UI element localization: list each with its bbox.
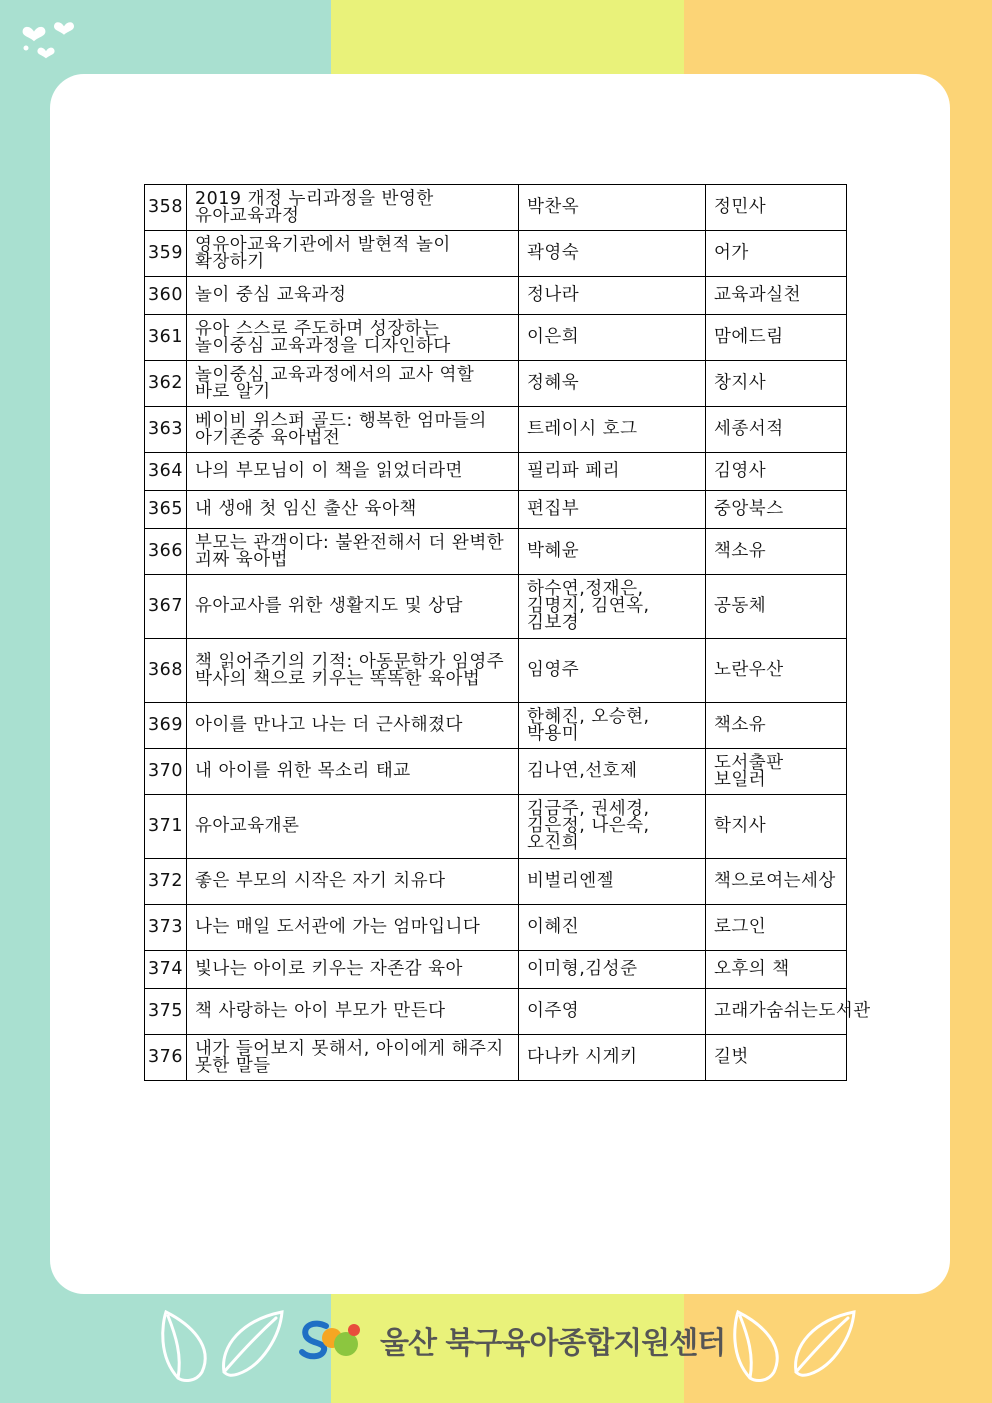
book-title: 좋은 부모의 시작은 자기 치유다 (187, 859, 519, 905)
book-title: 내 아이를 위한 목소리 태교 (187, 749, 519, 795)
table-row (145, 795, 847, 859)
table-row (145, 185, 847, 231)
book-title: 책 사랑하는 아이 부모가 만든다 (187, 989, 519, 1035)
book-publisher: 교육과실천 (706, 277, 847, 315)
book-author: 김금주, 권세경, 김은정, 나은숙, 오진희 (519, 795, 706, 859)
book-author: 정혜욱 (519, 361, 706, 407)
book-publisher: 노란우산 (706, 639, 847, 703)
book-number: 363 (145, 407, 187, 453)
table-row (145, 575, 847, 639)
book-publisher: 책소유 (706, 703, 847, 749)
book-title: 2019 개정 누리과정을 반영한 유아교육과정 (187, 185, 519, 231)
book-number: 366 (145, 529, 187, 575)
book-publisher: 고래가숨쉬는도서관 (706, 989, 847, 1035)
table-row (145, 529, 847, 575)
hearts-decoration-icon (20, 22, 84, 72)
book-title: 부모는 관객이다: 불완전해서 더 완벽한 괴짜 육아법 (187, 529, 519, 575)
book-publisher: 로그인 (706, 905, 847, 951)
book-publisher: 책소유 (706, 529, 847, 575)
book-publisher: 세종서적 (706, 407, 847, 453)
book-title: 유아교육개론 (187, 795, 519, 859)
book-author: 이미형,김성준 (519, 951, 706, 989)
book-publisher: 창지사 (706, 361, 847, 407)
table-row (145, 905, 847, 951)
book-number: 375 (145, 989, 187, 1035)
table-row (145, 639, 847, 703)
book-publisher: 학지사 (706, 795, 847, 859)
book-publisher: 오후의 책 (706, 951, 847, 989)
book-title: 빛나는 아이로 키우는 자존감 육아 (187, 951, 519, 989)
leaf-pair-left-icon (158, 1306, 298, 1384)
table-row (145, 407, 847, 453)
book-author: 이주영 (519, 989, 706, 1035)
book-publisher: 정민사 (706, 185, 847, 231)
book-number: 358 (145, 185, 187, 231)
book-title: 나는 매일 도서관에 가는 엄마입니다 (187, 905, 519, 951)
table-row (145, 749, 847, 795)
book-publisher: 어가 (706, 231, 847, 277)
book-author: 필리파 페리 (519, 453, 706, 491)
book-author: 편집부 (519, 491, 706, 529)
book-publisher: 도서출판 보일러 (706, 749, 847, 795)
book-author: 이은희 (519, 315, 706, 361)
book-author: 곽영숙 (519, 231, 706, 277)
center-name: 울산 북구육아종합지원센터 (380, 1326, 726, 1361)
book-author: 트레이시 호그 (519, 407, 706, 453)
book-number: 360 (145, 277, 187, 315)
table-row (145, 277, 847, 315)
book-publisher: 맘에드림 (706, 315, 847, 361)
table-row (145, 315, 847, 361)
table-row (145, 703, 847, 749)
book-title: 유아 스스로 주도하며 성장하는 놀이중심 교육과정을 디자인하다 (187, 315, 519, 361)
book-number: 371 (145, 795, 187, 859)
book-publisher: 김영사 (706, 453, 847, 491)
table-row (145, 1035, 847, 1081)
book-author: 하수연,정재은, 김명지, 김연옥, 김보경 (519, 575, 706, 639)
book-title: 영유아교육기관에서 발현적 놀이 확장하기 (187, 231, 519, 277)
book-title: 책 읽어주기의 기적: 아동문학가 임영주 박사의 책으로 키우는 똑똑한 육아법 (187, 639, 519, 703)
book-title: 아이를 만나고 나는 더 근사해졌다 (187, 703, 519, 749)
book-author: 박혜윤 (519, 529, 706, 575)
book-author: 박찬옥 (519, 185, 706, 231)
book-title: 놀이 중심 교육과정 (187, 277, 519, 315)
book-author: 비벌리엔젤 (519, 859, 706, 905)
book-number: 365 (145, 491, 187, 529)
book-number: 359 (145, 231, 187, 277)
book-title: 베이비 위스퍼 골드: 행복한 엄마들의 아기존중 육아법전 (187, 407, 519, 453)
table-row (145, 361, 847, 407)
book-number: 367 (145, 575, 187, 639)
table-row (145, 859, 847, 905)
book-number: 372 (145, 859, 187, 905)
book-author: 정나라 (519, 277, 706, 315)
book-publisher: 공동체 (706, 575, 847, 639)
book-author: 다나카 시게키 (519, 1035, 706, 1081)
book-author: 김나연,선호제 (519, 749, 706, 795)
book-author: 임영주 (519, 639, 706, 703)
center-logo-icon (298, 1316, 378, 1362)
table-row (145, 453, 847, 491)
book-title: 내 생애 첫 임신 출산 육아책 (187, 491, 519, 529)
book-number: 368 (145, 639, 187, 703)
book-title: 나의 부모님이 이 책을 읽었더라면 (187, 453, 519, 491)
book-list-table (144, 184, 871, 1081)
book-title: 놀이중심 교육과정에서의 교사 역할 바로 알기 (187, 361, 519, 407)
book-number: 376 (145, 1035, 187, 1081)
book-publisher: 길벗 (706, 1035, 847, 1081)
table-row (145, 951, 847, 989)
book-publisher: 책으로여는세상 (706, 859, 847, 905)
leaf-pair-right-icon (730, 1306, 870, 1384)
book-title: 유아교사를 위한 생활지도 및 상담 (187, 575, 519, 639)
book-number: 361 (145, 315, 187, 361)
table-row (145, 231, 847, 277)
book-number: 373 (145, 905, 187, 951)
table-row (145, 989, 847, 1035)
book-publisher: 중앙북스 (706, 491, 847, 529)
book-number: 364 (145, 453, 187, 491)
book-author: 한혜진, 오승현, 박용미 (519, 703, 706, 749)
book-number: 370 (145, 749, 187, 795)
book-author: 이혜진 (519, 905, 706, 951)
book-number: 374 (145, 951, 187, 989)
table-row (145, 491, 847, 529)
book-number: 369 (145, 703, 187, 749)
book-title: 내가 들어보지 못해서, 아이에게 해주지 못한 말들 (187, 1035, 519, 1081)
book-number: 362 (145, 361, 187, 407)
